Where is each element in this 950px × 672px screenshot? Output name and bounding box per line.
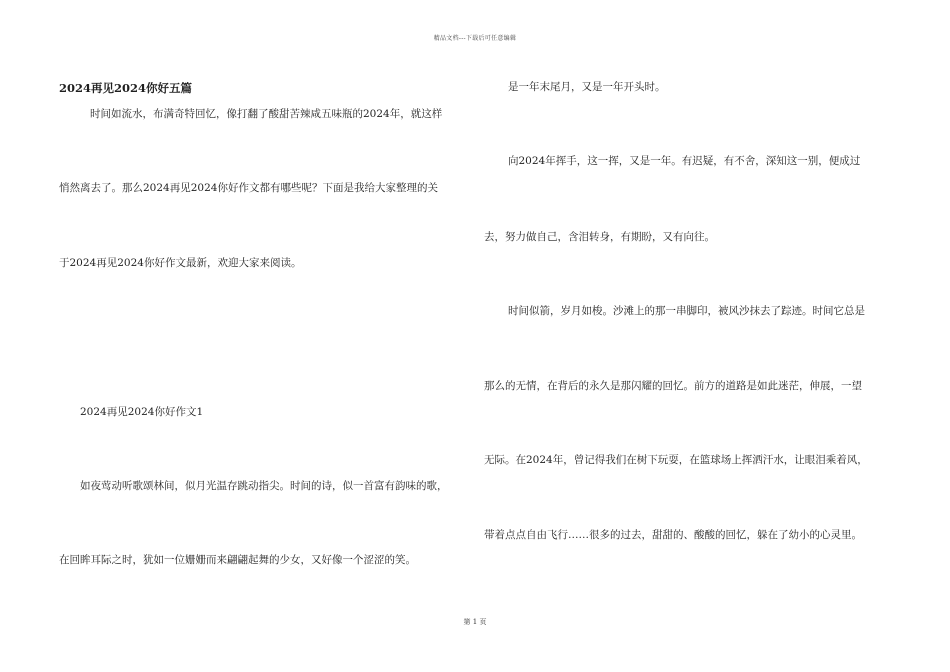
page-header: 精品文档---下载后可任意编辑: [433, 35, 517, 42]
paragraph-line: 于2024再见2024你好作文最新，欢迎大家来阅读。: [59, 257, 302, 269]
paragraph-line: 无际。在2024年，曾记得我们在树下玩耍，在篮球场上挥洒汗水，让眼泪乘着风，: [484, 454, 868, 466]
paragraph-line: 那么的无情，在背后的永久是那闪耀的回忆。前方的道路是如此迷茫，伸展，一望: [484, 380, 862, 392]
paragraph-line: 时间似箭，岁月如梭。沙滩上的那一串脚印，被风沙抹去了踪迹。时间它总是: [508, 305, 865, 317]
paragraph-line: 在回眸耳际之时，犹如一位姗姗而来翩翩起舞的少女，又好像一个涩涩的笑。: [59, 554, 416, 566]
paragraph-line: 去，努力做自己，含泪转身，有期盼，又有向往。: [484, 231, 715, 243]
paragraph-line: 时间如流水，布满奇特回忆，像打翻了酸甜苦辣咸五味瓶的2024年，就这样: [90, 108, 443, 120]
section-heading: 2024再见2024你好作文1: [80, 406, 204, 418]
paragraph-line: 是一年末尾月，又是一年开头时。: [508, 81, 666, 93]
paragraph-line: 如夜莺动听歌颂林间，似月光温存跳动指尖。时间的诗，似一首富有韵味的歌，: [80, 480, 448, 492]
paragraph-line: 向2024年挥手，这一挥，又是一年。有迟疑，有不舍，深知这一别，便成过: [508, 155, 861, 167]
page-number: 第 1 页: [463, 618, 487, 626]
paragraph-line: 悄然离去了。那么2024再见2024你好作文都有哪些呢？下面是我给大家整理的关: [59, 182, 438, 194]
paragraph-line: 带着点点自由飞行……很多的过去，甜甜的、酸酸的回忆，躲在了幼小的心灵里。: [484, 529, 862, 541]
document-title: 2024再见2024你好五篇: [59, 81, 193, 95]
